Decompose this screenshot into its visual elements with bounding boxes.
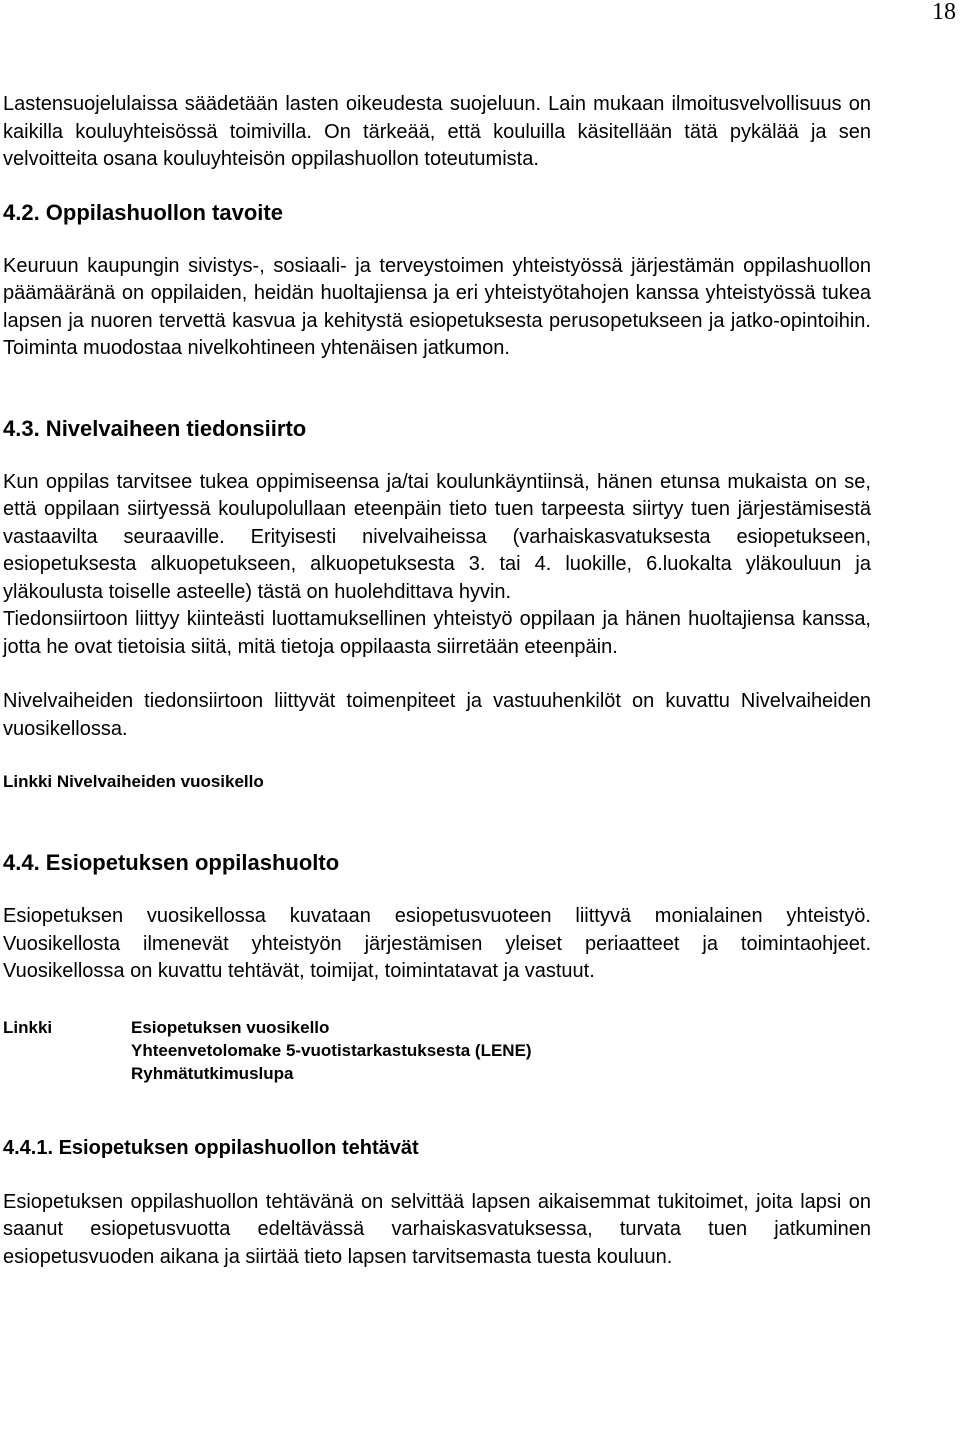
- paragraph-4-3-b: Tiedonsiirtoon liittyy kiinteästi luottamuksellinen yhteistyö oppilaan ja hänen huoltajiensa kanssa, jotta he ovat tietoisia siitä, mitä tietoja oppilaasta siirretään eteenpäin.: [3, 608, 871, 658]
- paragraph-4-4: Esiopetuksen vuosikellossa kuvataan esiopetusvuoteen liittyvä monialainen yhteistyö. Vuosikellosta ilmenevät yhteistyön järjestämisen yleiset periaatteet ja toimintaohjeet. Vuosikellossa on kuvattu tehtävät, toimijat, toimintatavat ja vastuut.: [3, 905, 871, 982]
- link-nivelvaiheiden-vuosikello[interactable]: Linkki Nivelvaiheiden vuosikello: [3, 772, 264, 791]
- link-esiopetuksen-vuosikello[interactable]: Esiopetuksen vuosikello: [131, 1017, 330, 1037]
- document-body: [3, 91, 871, 1271]
- link-list: [131, 1016, 871, 1085]
- link-ryhmatutkimuslupa[interactable]: Ryhmätutkimuslupa: [131, 1063, 294, 1083]
- paragraph-4-2: Keuruun kaupungin sivistys-, sosiaali- ja terveystoimen yhteistyössä järjestämän oppilashuollon päämääränä on oppilaiden, heidän huoltajiensa ja eri yhteistyötahojen kanssa yhteistyössä tukea lapsen ja nuoren tervettä kasvua ja kehitystä esiopetuksesta perusopetukseen ja jatko-opintoihin. Toiminta muodostaa nivelkohtineen yhtenäisen jatkumon.: [3, 254, 871, 359]
- heading-4-2: 4.2. Oppilashuollon tavoite: [3, 199, 283, 225]
- paragraph-4-3-c: Nivelvaiheiden tiedonsiirtoon liittyvät toimenpiteet ja vastuuhenkilöt on kuvattu Nivelvaiheiden vuosikellossa.: [3, 690, 871, 740]
- heading-4-3: 4.3. Nivelvaiheen tiedonsiirto: [3, 415, 307, 441]
- heading-4-4: 4.4. Esiopetuksen oppilashuolto: [3, 850, 340, 875]
- link-yhteenvetolomake-lene[interactable]: Yhteenvetolomake 5-vuotistarkastuksesta (LENE): [131, 1040, 532, 1060]
- link-label: Linkki: [3, 1017, 53, 1037]
- heading-4-4-1: 4.4.1. Esiopetuksen oppilashuollon tehtävät: [3, 1136, 419, 1159]
- paragraph-intro: Lastensuojelulaissa säädetään lasten oikeudesta suojeluun. Lain mukaan ilmoitusvelvollisuus on kaikilla kouluyhteisössä toimivilla. On tärkeää, että kouluilla käsitellään tätä pykälää ja sen velvoitteita osana kouluyhteisön oppilashuollon toteutumista.: [3, 93, 871, 170]
- paragraph-4-3-a: Kun oppilas tarvitsee tukea oppimiseensa ja/tai koulunkäyntiinsä, hänen etunsa mukaista on se, että oppilaan siirtyessä koulupolullaan eteenpäin tieto tuen tarpeesta siirtyy tuen järjestämisestä vastaavilta seuraaville. Erityisesti nivelvaiheissa (varhaiskasvatuksesta esiopetukseen, esiopetuksesta alkuopetukseen, alkuopetuksesta 3. tai 4. luokille, 6.luokalta yläkouluun ja yläkoulusta toiselle asteelle) tästä on huolehdittava hyvin.: [3, 470, 871, 603]
- paragraph-4-4-1: Esiopetuksen oppilashuollon tehtävänä on selvittää lapsen aikaisemmat tukitoimet, joita lapsi on saanut esiopetusvuotta edeltävässä varhaiskasvatuksessa, turvata tuen jatkuminen esiopetusvuoden aikana ja siirtää tieto lapsen tarvitsemasta tuesta kouluun.: [3, 1190, 871, 1268]
- page-number: 18: [932, 0, 956, 25]
- link-group-4-4: [3, 1016, 871, 1085]
